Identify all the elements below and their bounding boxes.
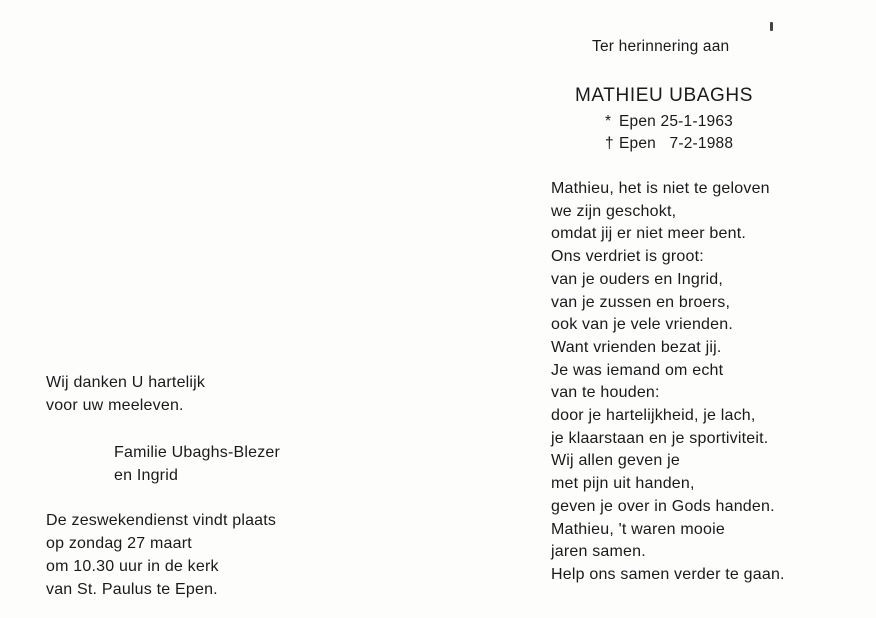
poem-line: Want vrienden bezat jij. xyxy=(551,338,722,356)
poem-line: Mathieu, het is niet te geloven xyxy=(551,180,770,197)
family-line: Familie Ubaghs-Blezer xyxy=(114,444,281,461)
poem-line: je klaarstaan en je sportiviteit. xyxy=(551,429,769,447)
death-text: Epen 7-2-1988 xyxy=(619,135,734,152)
death-mark: † xyxy=(605,135,614,152)
birth-text: Epen 25-1-1963 xyxy=(619,113,733,130)
thanks-message xyxy=(46,371,205,417)
poem-line: omdat jij er niet meer bent. xyxy=(551,225,747,243)
poem-line: van je zussen en broers, xyxy=(551,293,731,311)
poem-line: van je ouders en Ingrid, xyxy=(551,270,724,288)
service-line: van St. Paulus te Epen. xyxy=(46,581,218,598)
poem-line: geven je over in Gods handen. xyxy=(551,497,775,515)
thanks-line: voor uw meeleven. xyxy=(46,397,184,414)
poem-line: Help ons samen verder te gaan. xyxy=(551,565,785,583)
poem-line: Mathieu, 't waren mooie xyxy=(551,520,725,538)
poem-line: Ons verdriet is groot: xyxy=(551,248,704,266)
poem-line: door je hartelijkheid, je lach, xyxy=(551,407,756,425)
birth-line xyxy=(605,111,733,133)
poem-line: ook van je vele vrienden. xyxy=(551,316,733,334)
ink-fleck xyxy=(770,22,773,31)
birth-mark: * xyxy=(605,113,612,130)
service-line: om 10.30 uur in de kerk xyxy=(46,558,219,575)
death-line xyxy=(605,133,733,155)
family-signature xyxy=(114,441,280,487)
service-line: De zeswekendienst vindt plaats xyxy=(46,512,277,529)
service-line: op zondag 27 maart xyxy=(46,535,192,552)
poem-line: we zijn geschokt, xyxy=(551,202,677,220)
poem-line: jaren samen. xyxy=(551,543,646,561)
thanks-line: Wij danken U hartelijk xyxy=(46,374,206,391)
poem-line: Je was iemand om echt xyxy=(551,361,724,379)
intro-text: Ter herinnering aan xyxy=(592,38,730,55)
poem-line: met pijn uit handen, xyxy=(551,475,695,493)
deceased-name: MATHIEU UBAGHS xyxy=(575,85,754,106)
poem-line: van te houden: xyxy=(551,384,660,402)
family-line: en Ingrid xyxy=(114,467,179,484)
service-notice xyxy=(46,509,276,601)
right-panel xyxy=(438,0,876,618)
poem xyxy=(551,178,785,587)
poem-line: Wij allen geven je xyxy=(551,452,680,470)
